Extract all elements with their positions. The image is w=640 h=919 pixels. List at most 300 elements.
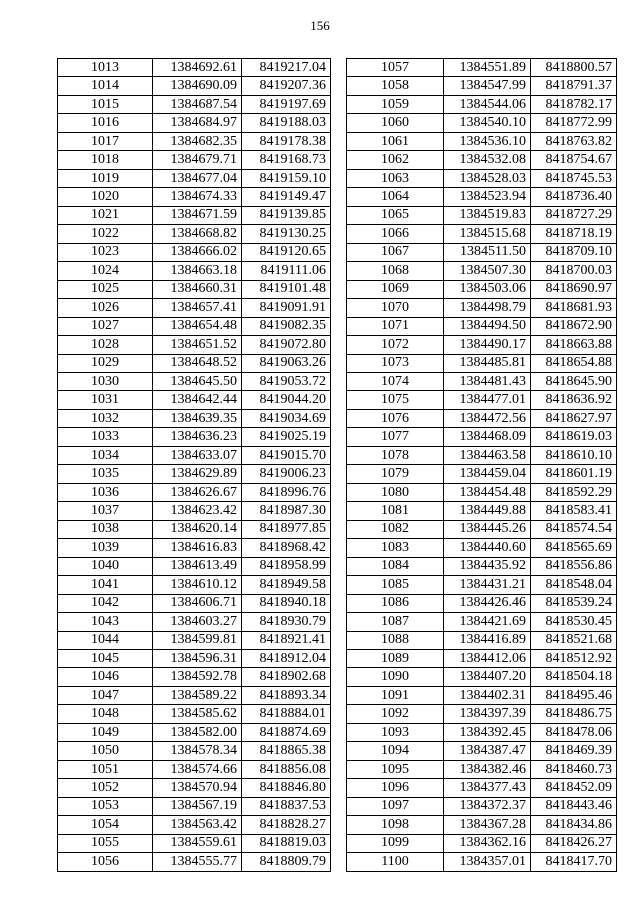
x-coordinate-cell: 1384559.61 [153,834,242,852]
point-number-cell: 1088 [347,631,444,649]
y-coordinate-cell: 8418495.46 [531,686,617,704]
coordinates-table-left [57,58,331,872]
y-coordinate-cell: 8418987.30 [242,502,331,520]
x-coordinate-cell: 1384603.27 [153,613,242,631]
x-coordinate-cell: 1384679.71 [153,151,242,169]
point-number-cell: 1058 [347,77,444,95]
point-number-cell: 1024 [58,262,153,280]
x-coordinate-cell: 1384511.50 [444,243,531,261]
table-row [58,262,331,280]
y-coordinate-cell: 8418709.10 [531,243,617,261]
table-row [58,428,331,446]
y-coordinate-cell: 8419082.35 [242,317,331,335]
table-row [347,354,617,372]
x-coordinate-cell: 1384532.08 [444,151,531,169]
y-coordinate-cell: 8418893.34 [242,686,331,704]
point-number-cell: 1043 [58,613,153,631]
point-number-cell: 1051 [58,760,153,778]
table-row [347,520,617,538]
point-number-cell: 1099 [347,834,444,852]
x-coordinate-cell: 1384626.67 [153,483,242,501]
point-number-cell: 1082 [347,520,444,538]
table-row [347,594,617,612]
point-number-cell: 1038 [58,520,153,538]
x-coordinate-cell: 1384523.94 [444,188,531,206]
point-number-cell: 1018 [58,151,153,169]
point-number-cell: 1060 [347,114,444,132]
y-coordinate-cell: 8418486.75 [531,705,617,723]
x-coordinate-cell: 1384477.01 [444,391,531,409]
table-row [58,77,331,95]
x-coordinate-cell: 1384494.50 [444,317,531,335]
point-number-cell: 1048 [58,705,153,723]
y-coordinate-cell: 8418977.85 [242,520,331,538]
y-coordinate-cell: 8418530.45 [531,613,617,631]
table-row [347,151,617,169]
point-number-cell: 1081 [347,502,444,520]
x-coordinate-cell: 1384651.52 [153,336,242,354]
x-coordinate-cell: 1384551.89 [444,59,531,77]
point-number-cell: 1049 [58,723,153,741]
y-coordinate-cell: 8418968.42 [242,539,331,557]
table-row [58,779,331,797]
x-coordinate-cell: 1384449.88 [444,502,531,520]
table-row [58,206,331,224]
table-row [58,132,331,150]
y-coordinate-cell: 8418902.68 [242,668,331,686]
x-coordinate-cell: 1384674.33 [153,188,242,206]
table-row [58,151,331,169]
y-coordinate-cell: 8418434.86 [531,816,617,834]
y-coordinate-cell: 8418837.53 [242,797,331,815]
point-number-cell: 1017 [58,132,153,150]
table-row [58,225,331,243]
y-coordinate-cell: 8418745.53 [531,169,617,187]
x-coordinate-cell: 1384426.46 [444,594,531,612]
x-coordinate-cell: 1384372.37 [444,797,531,815]
table-row [58,686,331,704]
y-coordinate-cell: 8418469.39 [531,742,617,760]
y-coordinate-cell: 8418912.04 [242,650,331,668]
y-coordinate-cell: 8418791.37 [531,77,617,95]
y-coordinate-cell: 8418727.29 [531,206,617,224]
y-coordinate-cell: 8419025.19 [242,428,331,446]
y-coordinate-cell: 8418700.03 [531,262,617,280]
y-coordinate-cell: 8418865.38 [242,742,331,760]
point-number-cell: 1094 [347,742,444,760]
point-number-cell: 1093 [347,723,444,741]
y-coordinate-cell: 8418601.19 [531,465,617,483]
y-coordinate-cell: 8418583.41 [531,502,617,520]
x-coordinate-cell: 1384636.23 [153,428,242,446]
table-row [347,206,617,224]
point-number-cell: 1031 [58,391,153,409]
table-row [58,539,331,557]
y-coordinate-cell: 8418512.92 [531,650,617,668]
point-number-cell: 1029 [58,354,153,372]
x-coordinate-cell: 1384412.06 [444,650,531,668]
x-coordinate-cell: 1384507.30 [444,262,531,280]
point-number-cell: 1025 [58,280,153,298]
y-coordinate-cell: 8418819.03 [242,834,331,852]
point-number-cell: 1034 [58,446,153,464]
x-coordinate-cell: 1384377.43 [444,779,531,797]
x-coordinate-cell: 1384690.09 [153,77,242,95]
y-coordinate-cell: 8418800.57 [531,59,617,77]
y-coordinate-cell: 8418996.76 [242,483,331,501]
table-row [347,613,617,631]
table-row [58,816,331,834]
point-number-cell: 1044 [58,631,153,649]
y-coordinate-cell: 8418443.46 [531,797,617,815]
table-row [347,446,617,464]
table-row [347,631,617,649]
x-coordinate-cell: 1384555.77 [153,853,242,871]
table-row [347,280,617,298]
point-number-cell: 1036 [58,483,153,501]
point-number-cell: 1085 [347,576,444,594]
table-row [347,686,617,704]
table-row [347,557,617,575]
point-number-cell: 1062 [347,151,444,169]
table-row [58,299,331,317]
y-coordinate-cell: 8419188.03 [242,114,331,132]
y-coordinate-cell: 8419015.70 [242,446,331,464]
point-number-cell: 1023 [58,243,153,261]
point-number-cell: 1050 [58,742,153,760]
table-row [347,465,617,483]
y-coordinate-cell: 8418828.27 [242,816,331,834]
x-coordinate-cell: 1384599.81 [153,631,242,649]
table-row [58,853,331,871]
x-coordinate-cell: 1384578.34 [153,742,242,760]
y-coordinate-cell: 8418521.68 [531,631,617,649]
point-number-cell: 1075 [347,391,444,409]
table-row [347,797,617,815]
x-coordinate-cell: 1384623.42 [153,502,242,520]
x-coordinate-cell: 1384684.97 [153,114,242,132]
x-coordinate-cell: 1384515.68 [444,225,531,243]
point-number-cell: 1061 [347,132,444,150]
y-coordinate-cell: 8419159.10 [242,169,331,187]
y-coordinate-cell: 8418736.40 [531,188,617,206]
table-row [347,483,617,501]
table-row [58,446,331,464]
x-coordinate-cell: 1384421.69 [444,613,531,631]
y-coordinate-cell: 8418627.97 [531,409,617,427]
table-row [58,465,331,483]
y-coordinate-cell: 8419053.72 [242,372,331,390]
x-coordinate-cell: 1384544.06 [444,95,531,113]
y-coordinate-cell: 8418460.73 [531,760,617,778]
table-row [58,557,331,575]
x-coordinate-cell: 1384654.48 [153,317,242,335]
x-coordinate-cell: 1384503.06 [444,280,531,298]
y-coordinate-cell: 8419091.91 [242,299,331,317]
y-coordinate-cell: 8418548.04 [531,576,617,594]
y-coordinate-cell: 8418592.29 [531,483,617,501]
table-row [347,834,617,852]
x-coordinate-cell: 1384682.35 [153,132,242,150]
table-row [347,668,617,686]
table-row [58,631,331,649]
table-row [347,705,617,723]
y-coordinate-cell: 8419044.20 [242,391,331,409]
point-number-cell: 1092 [347,705,444,723]
y-coordinate-cell: 8418426.27 [531,834,617,852]
table-row [58,95,331,113]
y-coordinate-cell: 8418654.88 [531,354,617,372]
table-row [58,723,331,741]
x-coordinate-cell: 1384671.59 [153,206,242,224]
x-coordinate-cell: 1384454.48 [444,483,531,501]
point-number-cell: 1032 [58,409,153,427]
point-number-cell: 1013 [58,59,153,77]
x-coordinate-cell: 1384687.54 [153,95,242,113]
y-coordinate-cell: 8418663.88 [531,336,617,354]
y-coordinate-cell: 8419178.38 [242,132,331,150]
table-row [347,779,617,797]
y-coordinate-cell: 8418874.69 [242,723,331,741]
y-coordinate-cell: 8418417.70 [531,853,617,871]
x-coordinate-cell: 1384519.83 [444,206,531,224]
point-number-cell: 1074 [347,372,444,390]
y-coordinate-cell: 8419111.06 [242,262,331,280]
y-coordinate-cell: 8419168.73 [242,151,331,169]
y-coordinate-cell: 8418452.09 [531,779,617,797]
x-coordinate-cell: 1384639.35 [153,409,242,427]
table-row [347,262,617,280]
point-number-cell: 1087 [347,613,444,631]
table-row [58,705,331,723]
point-number-cell: 1052 [58,779,153,797]
point-number-cell: 1100 [347,853,444,871]
y-coordinate-cell: 8418636.92 [531,391,617,409]
y-coordinate-cell: 8418478.06 [531,723,617,741]
table-row [58,188,331,206]
x-coordinate-cell: 1384485.81 [444,354,531,372]
table-row [347,650,617,668]
x-coordinate-cell: 1384570.94 [153,779,242,797]
x-coordinate-cell: 1384435.92 [444,557,531,575]
table-row [58,520,331,538]
x-coordinate-cell: 1384657.41 [153,299,242,317]
point-number-cell: 1045 [58,650,153,668]
x-coordinate-cell: 1384468.09 [444,428,531,446]
point-number-cell: 1090 [347,668,444,686]
y-coordinate-cell: 8418718.19 [531,225,617,243]
point-number-cell: 1028 [58,336,153,354]
point-number-cell: 1059 [347,95,444,113]
point-number-cell: 1054 [58,816,153,834]
x-coordinate-cell: 1384392.45 [444,723,531,741]
x-coordinate-cell: 1384567.19 [153,797,242,815]
point-number-cell: 1098 [347,816,444,834]
x-coordinate-cell: 1384528.03 [444,169,531,187]
y-coordinate-cell: 8419217.04 [242,59,331,77]
point-number-cell: 1056 [58,853,153,871]
point-number-cell: 1073 [347,354,444,372]
x-coordinate-cell: 1384397.39 [444,705,531,723]
point-number-cell: 1041 [58,576,153,594]
y-coordinate-cell: 8418856.08 [242,760,331,778]
table-row [347,114,617,132]
table-row [58,797,331,815]
point-number-cell: 1015 [58,95,153,113]
table-row [347,742,617,760]
table-row [347,77,617,95]
y-coordinate-cell: 8418556.86 [531,557,617,575]
point-number-cell: 1046 [58,668,153,686]
y-coordinate-cell: 8418921.41 [242,631,331,649]
y-coordinate-cell: 8418504.18 [531,668,617,686]
point-number-cell: 1063 [347,169,444,187]
x-coordinate-cell: 1384367.28 [444,816,531,834]
y-coordinate-cell: 8419207.36 [242,77,331,95]
x-coordinate-cell: 1384547.99 [444,77,531,95]
point-number-cell: 1076 [347,409,444,427]
point-number-cell: 1014 [58,77,153,95]
x-coordinate-cell: 1384382.46 [444,760,531,778]
table-row [58,409,331,427]
y-coordinate-cell: 8418930.79 [242,613,331,631]
table-row [58,834,331,852]
table-row [58,114,331,132]
x-coordinate-cell: 1384481.43 [444,372,531,390]
x-coordinate-cell: 1384589.22 [153,686,242,704]
y-coordinate-cell: 8418754.67 [531,151,617,169]
y-coordinate-cell: 8418565.69 [531,539,617,557]
x-coordinate-cell: 1384616.83 [153,539,242,557]
point-number-cell: 1083 [347,539,444,557]
x-coordinate-cell: 1384592.78 [153,668,242,686]
point-number-cell: 1039 [58,539,153,557]
table-row [58,243,331,261]
x-coordinate-cell: 1384536.10 [444,132,531,150]
y-coordinate-cell: 8419101.48 [242,280,331,298]
x-coordinate-cell: 1384633.07 [153,446,242,464]
table-row [58,483,331,501]
y-coordinate-cell: 8419197.69 [242,95,331,113]
table-row [347,95,617,113]
point-number-cell: 1097 [347,797,444,815]
x-coordinate-cell: 1384677.04 [153,169,242,187]
table-row [58,668,331,686]
table-row [347,336,617,354]
table-row [347,225,617,243]
point-number-cell: 1022 [58,225,153,243]
y-coordinate-cell: 8419120.65 [242,243,331,261]
point-number-cell: 1035 [58,465,153,483]
point-number-cell: 1057 [347,59,444,77]
point-number-cell: 1021 [58,206,153,224]
x-coordinate-cell: 1384582.00 [153,723,242,741]
y-coordinate-cell: 8418949.58 [242,576,331,594]
x-coordinate-cell: 1384660.31 [153,280,242,298]
table-row [347,169,617,187]
y-coordinate-cell: 8419149.47 [242,188,331,206]
point-number-cell: 1084 [347,557,444,575]
point-number-cell: 1016 [58,114,153,132]
y-coordinate-cell: 8418619.03 [531,428,617,446]
x-coordinate-cell: 1384540.10 [444,114,531,132]
point-number-cell: 1069 [347,280,444,298]
table-row [58,650,331,668]
table-row [58,317,331,335]
x-coordinate-cell: 1384440.60 [444,539,531,557]
x-coordinate-cell: 1384407.20 [444,668,531,686]
point-number-cell: 1027 [58,317,153,335]
y-coordinate-cell: 8418539.24 [531,594,617,612]
x-coordinate-cell: 1384472.56 [444,409,531,427]
x-coordinate-cell: 1384402.31 [444,686,531,704]
y-coordinate-cell: 8419072.80 [242,336,331,354]
y-coordinate-cell: 8419130.25 [242,225,331,243]
y-coordinate-cell: 8419139.85 [242,206,331,224]
table-row [58,372,331,390]
y-coordinate-cell: 8418574.54 [531,520,617,538]
x-coordinate-cell: 1384596.31 [153,650,242,668]
x-coordinate-cell: 1384498.79 [444,299,531,317]
point-number-cell: 1066 [347,225,444,243]
table-row [347,576,617,594]
table-row [347,391,617,409]
point-number-cell: 1072 [347,336,444,354]
point-number-cell: 1071 [347,317,444,335]
point-number-cell: 1096 [347,779,444,797]
x-coordinate-cell: 1384648.52 [153,354,242,372]
y-coordinate-cell: 8418681.93 [531,299,617,317]
y-coordinate-cell: 8419063.26 [242,354,331,372]
table-row [347,502,617,520]
table-row [347,372,617,390]
table-row [58,336,331,354]
point-number-cell: 1067 [347,243,444,261]
point-number-cell: 1091 [347,686,444,704]
page-number: 156 [310,18,330,33]
table-row [347,760,617,778]
y-coordinate-cell: 8418772.99 [531,114,617,132]
point-number-cell: 1078 [347,446,444,464]
x-coordinate-cell: 1384431.21 [444,576,531,594]
y-coordinate-cell: 8418645.90 [531,372,617,390]
y-coordinate-cell: 8419034.69 [242,409,331,427]
point-number-cell: 1047 [58,686,153,704]
table-row [347,539,617,557]
point-number-cell: 1095 [347,760,444,778]
x-coordinate-cell: 1384362.16 [444,834,531,852]
point-number-cell: 1077 [347,428,444,446]
point-number-cell: 1033 [58,428,153,446]
table-row [58,594,331,612]
table-row [347,317,617,335]
point-number-cell: 1089 [347,650,444,668]
table-row [347,132,617,150]
table-row [58,59,331,77]
point-number-cell: 1053 [58,797,153,815]
table-row [58,354,331,372]
x-coordinate-cell: 1384357.01 [444,853,531,871]
y-coordinate-cell: 8418782.17 [531,95,617,113]
y-coordinate-cell: 8418690.97 [531,280,617,298]
point-number-cell: 1040 [58,557,153,575]
point-number-cell: 1064 [347,188,444,206]
point-number-cell: 1086 [347,594,444,612]
x-coordinate-cell: 1384574.66 [153,760,242,778]
x-coordinate-cell: 1384642.44 [153,391,242,409]
point-number-cell: 1055 [58,834,153,852]
x-coordinate-cell: 1384663.18 [153,262,242,280]
